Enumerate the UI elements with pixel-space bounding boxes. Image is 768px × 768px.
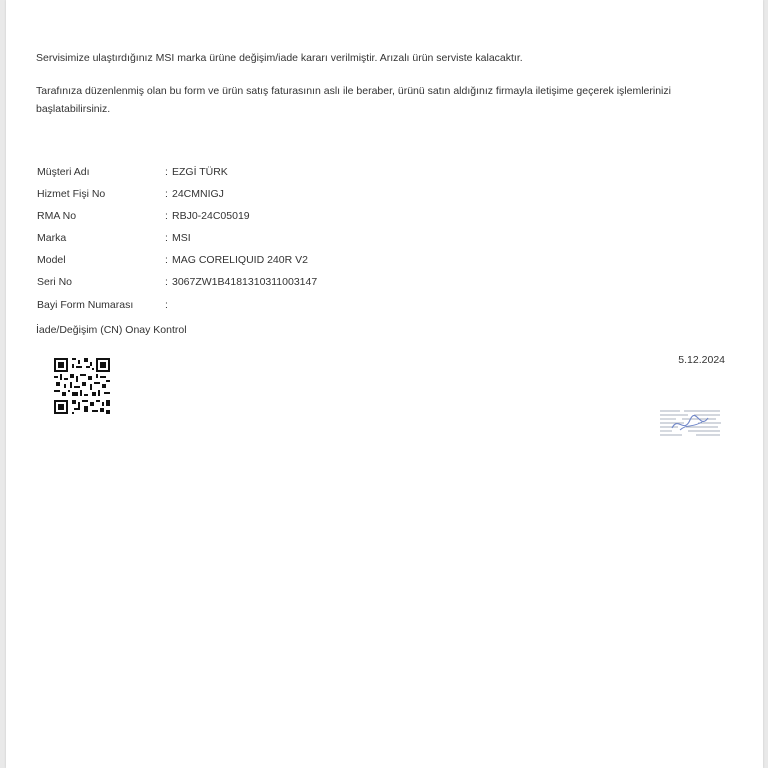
- field-separator: :: [165, 210, 168, 222]
- field-label: Müşteri Adı: [37, 166, 90, 178]
- qr-code-icon: [54, 358, 110, 414]
- field-label: Bayi Form Numarası: [37, 299, 134, 311]
- field-separator: :: [165, 188, 168, 200]
- field-label: Seri No: [37, 276, 73, 288]
- field-separator: :: [165, 276, 168, 288]
- field-rma-no: [37, 210, 437, 226]
- document-date: 5.12.2024: [678, 354, 725, 366]
- field-separator: :: [165, 299, 168, 311]
- field-separator: :: [165, 166, 168, 178]
- field-label: RMA No: [37, 210, 77, 222]
- company-stamp-signature: [658, 408, 724, 438]
- field-value: EZGİ TÜRK: [172, 166, 228, 178]
- intro-line-2: Tarafınıza düzenlenmiş olan bu form ve ürün satış faturasının aslı ile beraber, ürünü satın aldığınız firmayla iletişime geçerek işlemlerinizi başlatabilirsiniz.: [36, 85, 671, 115]
- field-value: MSI: [172, 232, 191, 244]
- approval-label: İade/Değişim (CN) Onay Kontrol: [36, 324, 187, 336]
- document-page: [6, 0, 763, 768]
- field-label: Model: [37, 254, 66, 266]
- field-label: Hizmet Fişi No: [37, 188, 106, 200]
- field-label: Marka: [37, 232, 67, 244]
- field-value: 3067ZW1B4181310311003147: [172, 276, 318, 288]
- field-model: [37, 254, 437, 270]
- intro-line-1: Servisimize ulaştırdığınız MSI marka ürüne değişim/iade kararı verilmiştir. Arızalı ürün serviste kalacaktır.: [36, 52, 523, 64]
- field-service-slip-no: [37, 188, 437, 204]
- field-brand: [37, 232, 437, 248]
- field-value: MAG CORELIQUID 240R V2: [172, 254, 308, 266]
- field-serial-no: [37, 276, 437, 292]
- field-value: 24CMNIGJ: [172, 188, 224, 200]
- field-separator: :: [165, 232, 168, 244]
- field-dealer-form-no: [37, 299, 437, 315]
- field-customer-name: [37, 166, 437, 182]
- field-separator: :: [165, 254, 168, 266]
- field-value: RBJ0-24C05019: [172, 210, 250, 222]
